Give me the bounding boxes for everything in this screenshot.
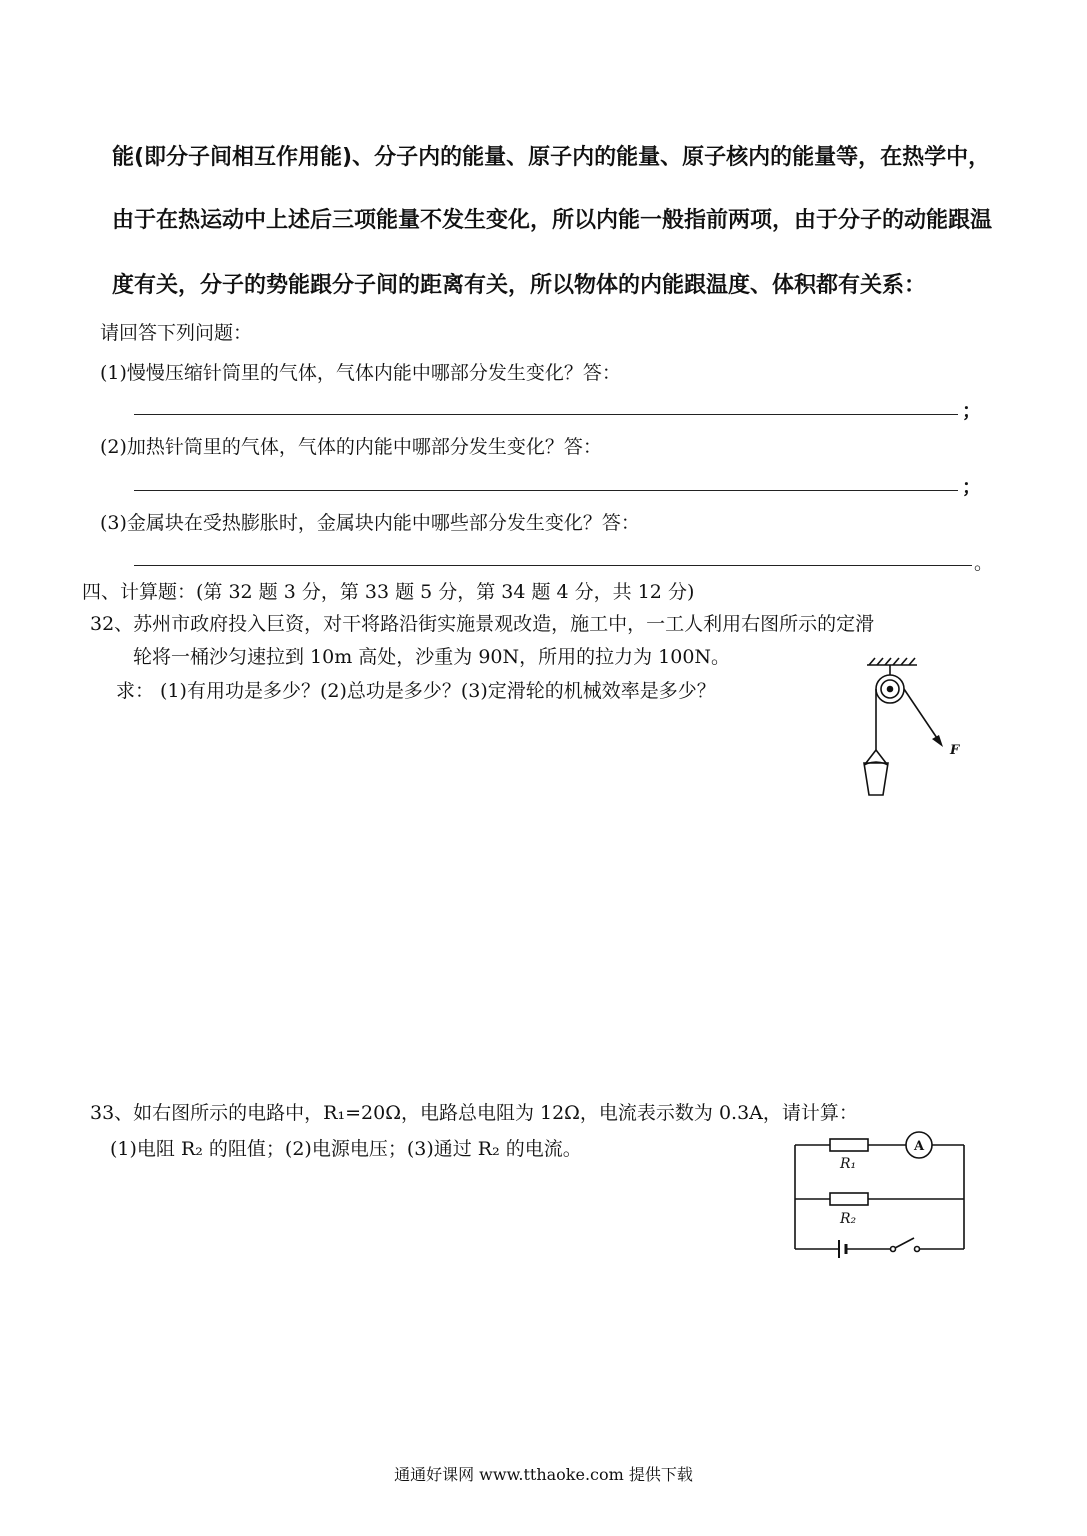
page-footer: 通通好课网 www.tthaoke.com 提供下载 — [394, 1465, 693, 1484]
resistor-r2 — [830, 1193, 868, 1205]
intro-line-1: 能(即分子间相互作用能)、分子内的能量、原子内的能量、原子核内的能量等，在热学中， — [112, 145, 991, 170]
problem-32-line-1: 32、苏州市政府投入巨资，对干将路沿街实施景观改造，施工中，一工人利用右图所示的定滑 — [90, 613, 875, 635]
switch-lever — [895, 1238, 914, 1248]
pulley-figure — [855, 655, 975, 815]
answer-3-end: 。 — [974, 552, 994, 574]
question-2: (2)加热针筒里的气体，气体的内能中哪部分发生变化？答： — [100, 436, 602, 458]
problem-32-line-3: 求： (1)有用功是多少？(2)总功是多少？(3)定滑轮的机械效率是多少？ — [116, 680, 716, 702]
resistor-r1-label: R₁ — [840, 1156, 857, 1172]
problem-33-line-1: 33、如右图所示的电路中，R₁=20Ω，电路总电阻为 12Ω，电流表示数为 0.3A，请计算： — [90, 1102, 858, 1124]
answer-2-end: ； — [962, 476, 982, 498]
resistor-r2-label: R₂ — [840, 1211, 857, 1227]
questions-prompt: 请回答下列问题： — [100, 322, 253, 344]
answer-line-3[interactable] — [134, 565, 972, 566]
pulley-label-f: F — [950, 743, 960, 758]
problem-32-line-2: 轮将一桶沙匀速拉到 10m 高处，沙重为 90N，所用的拉力为 100N。 — [133, 646, 731, 668]
answer-line-1[interactable] — [134, 414, 958, 415]
intro-line-3: 度有关，分子的势能跟分子间的距离有关，所以物体的内能跟温度、体积都有关系： — [112, 273, 927, 298]
circuit-figure — [790, 1128, 970, 1258]
problem-33-line-2: (1)电阻 R₂ 的阻值；(2)电源电压；(3)通过 R₂ 的电流。 — [110, 1138, 582, 1160]
answer-1-end: ； — [962, 400, 982, 422]
answer-line-2[interactable] — [134, 490, 958, 491]
ammeter-label: A — [914, 1139, 925, 1154]
section-4-heading: 四、计算题：(第 32 题 3 分，第 33 题 5 分，第 34 题 4 分，共 12 分) — [82, 581, 695, 603]
question-1: (1)慢慢压缩针筒里的气体，气体内能中哪部分发生变化？答： — [100, 362, 621, 384]
intro-line-2: 由于在热运动中上述后三项能量不发生变化，所以内能一般指前两项，由于分子的动能跟温 — [112, 208, 993, 233]
resistor-r1 — [830, 1139, 868, 1151]
question-3: (3)金属块在受热膨胀时，金属块内能中哪些部分发生变化？答： — [100, 512, 640, 534]
